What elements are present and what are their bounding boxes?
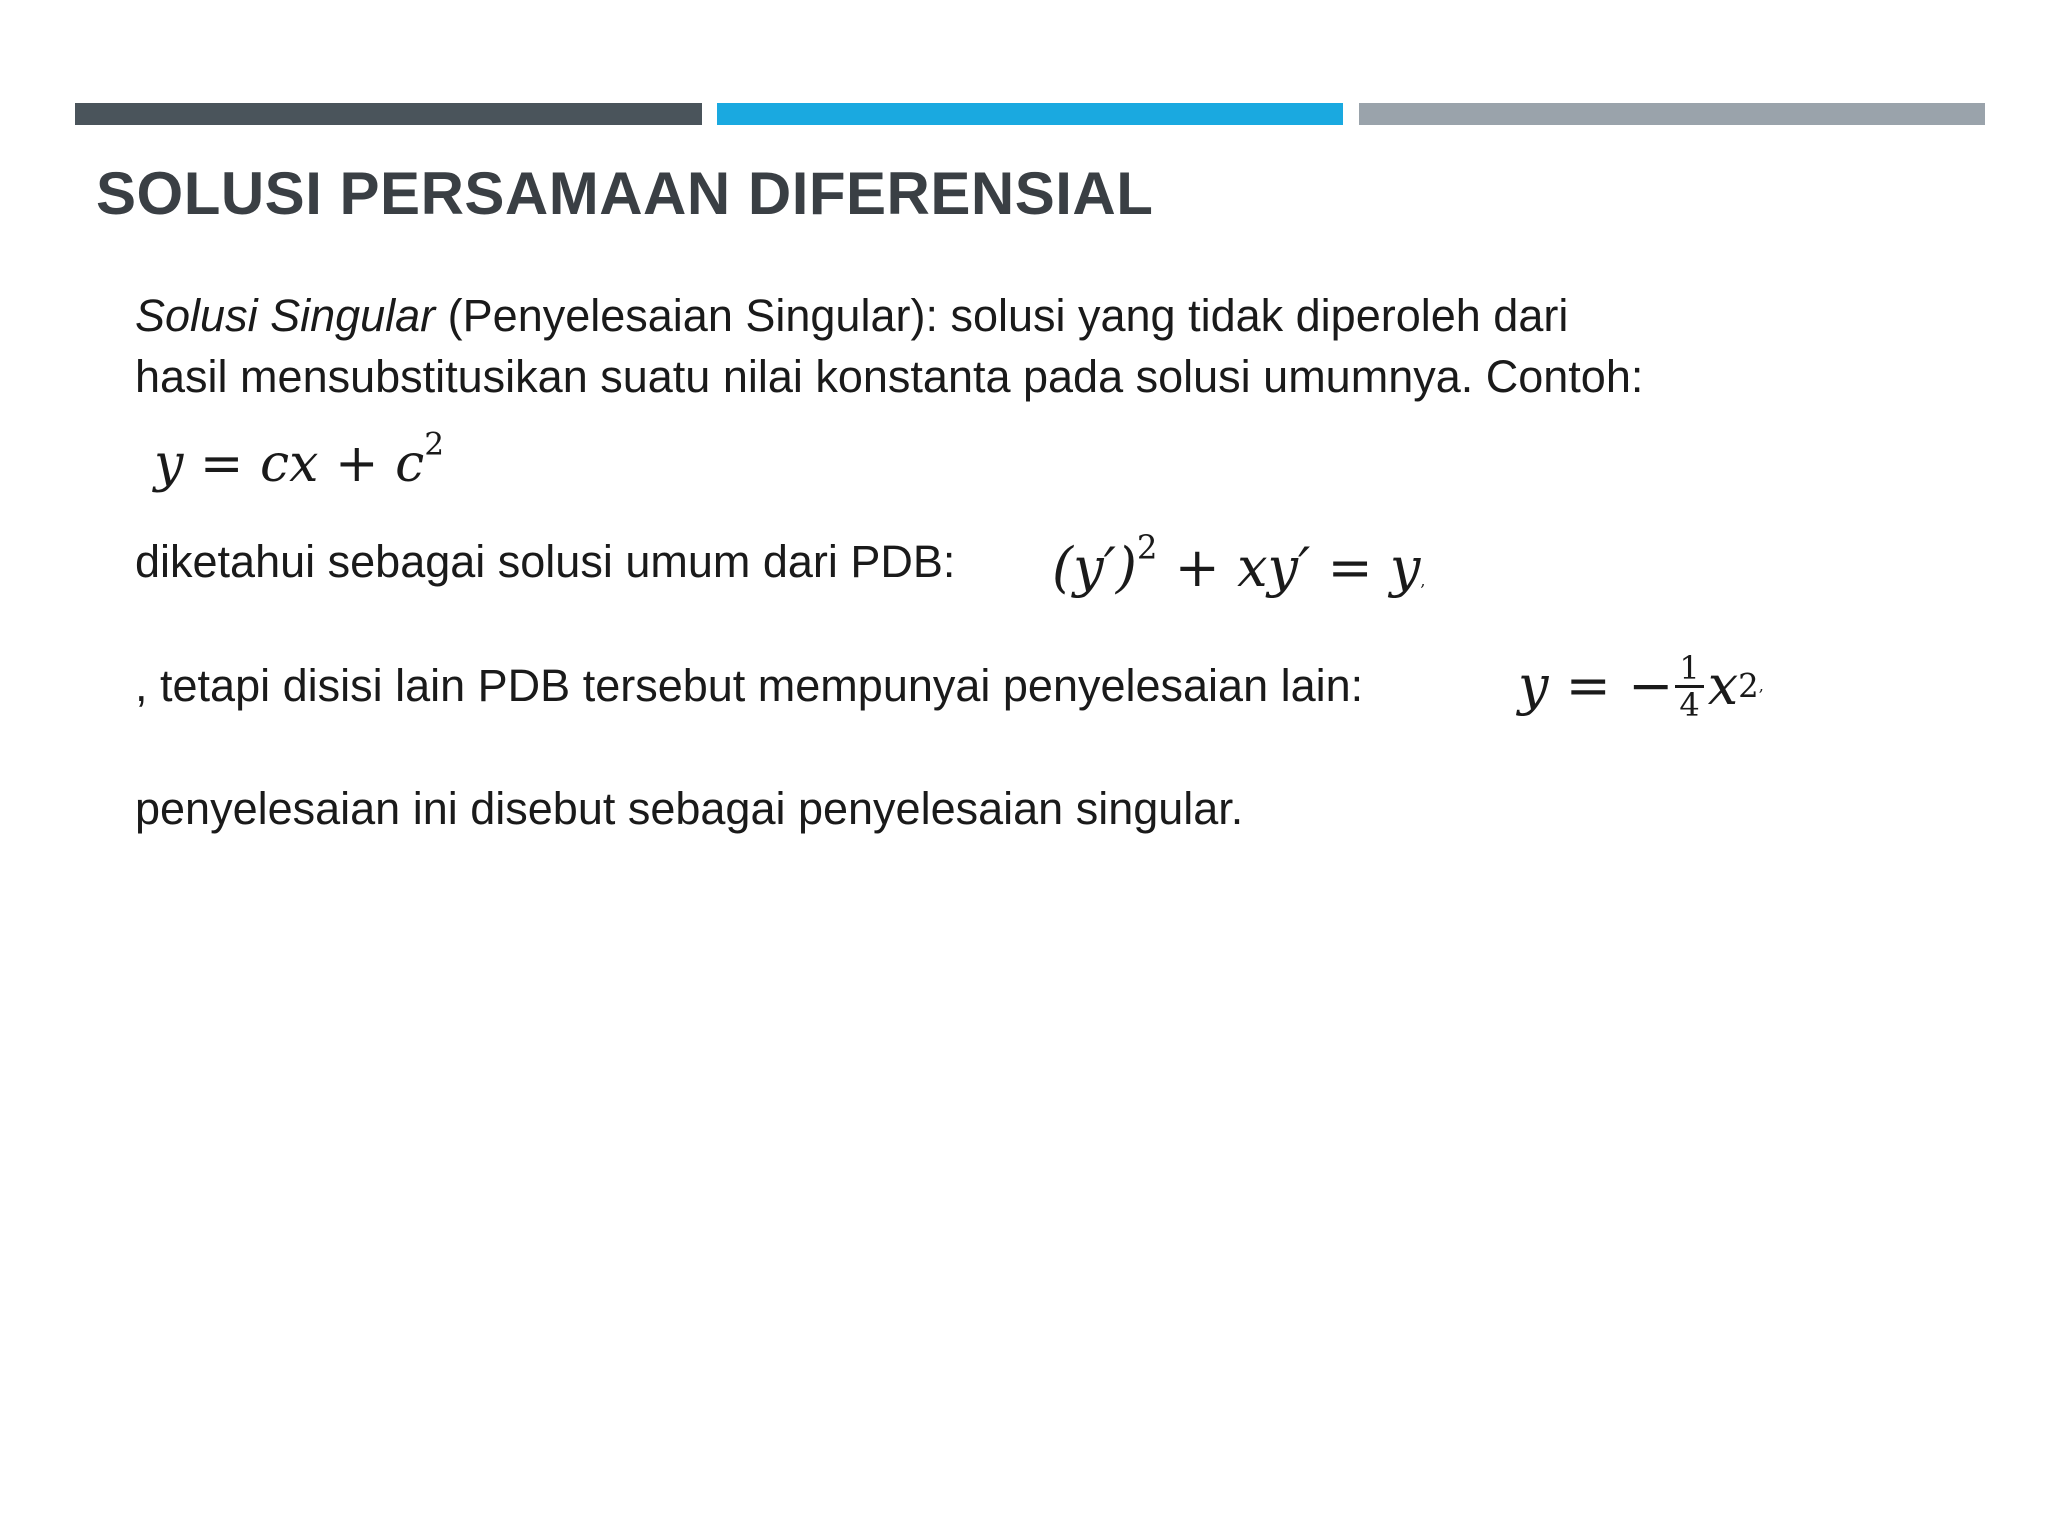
definition-line-2: hasil mensubstitusikan suatu nilai konstanta pada solusi umumnya. Contoh: [135,351,1644,402]
eq3-var: x [1707,654,1739,717]
definition-line-1 [135,286,1568,346]
text-known-general-solution: diketahui sebagai solusi umum dari PDB: [135,536,956,587]
eq2-exponent: 2 [1136,528,1158,567]
eq1-rhs: cx + c [260,434,425,494]
equation-singular-solution: y = − $\frac{1}{4}$ x 2 , [1518,648,1764,724]
eq3-denominator: 4 [1679,685,1700,724]
eq2-part2: + xy′ = y [1157,536,1421,599]
eq2-trail: , [1420,571,1426,590]
eq3-lhs: y = − [1518,654,1674,717]
text-conclusion: penyelesaian ini disebut sebagai penyelesaian singular. [135,783,1244,834]
header-bar-right [1359,103,1985,125]
definition-line-1-rest: (Penyelesaian Singular): solusi yang tidak diperoleh dari [435,290,1569,341]
eq1-exponent: 2 [424,426,445,463]
eq1-lhs: y [154,434,184,494]
term-solusi-singular: Solusi Singular [135,290,436,341]
equation-pdb [1052,528,1426,617]
eq1-op: = [183,434,261,494]
text-other-solution: , tetapi disisi lain PDB tersebut mempunyai penyelesaian lain: [135,660,1364,711]
equation-general-solution [154,428,444,500]
eq2-part1: (y′) [1052,536,1137,599]
eq3-fraction [1675,648,1703,724]
header-bar-middle [717,103,1343,125]
eq3-numerator: 1 [1675,651,1703,688]
header-bar-left [75,103,702,125]
eq3-trail: , [1758,676,1764,695]
slide-title: SOLUSI PERSAMAAN DIFERENSIAL [96,160,1154,227]
